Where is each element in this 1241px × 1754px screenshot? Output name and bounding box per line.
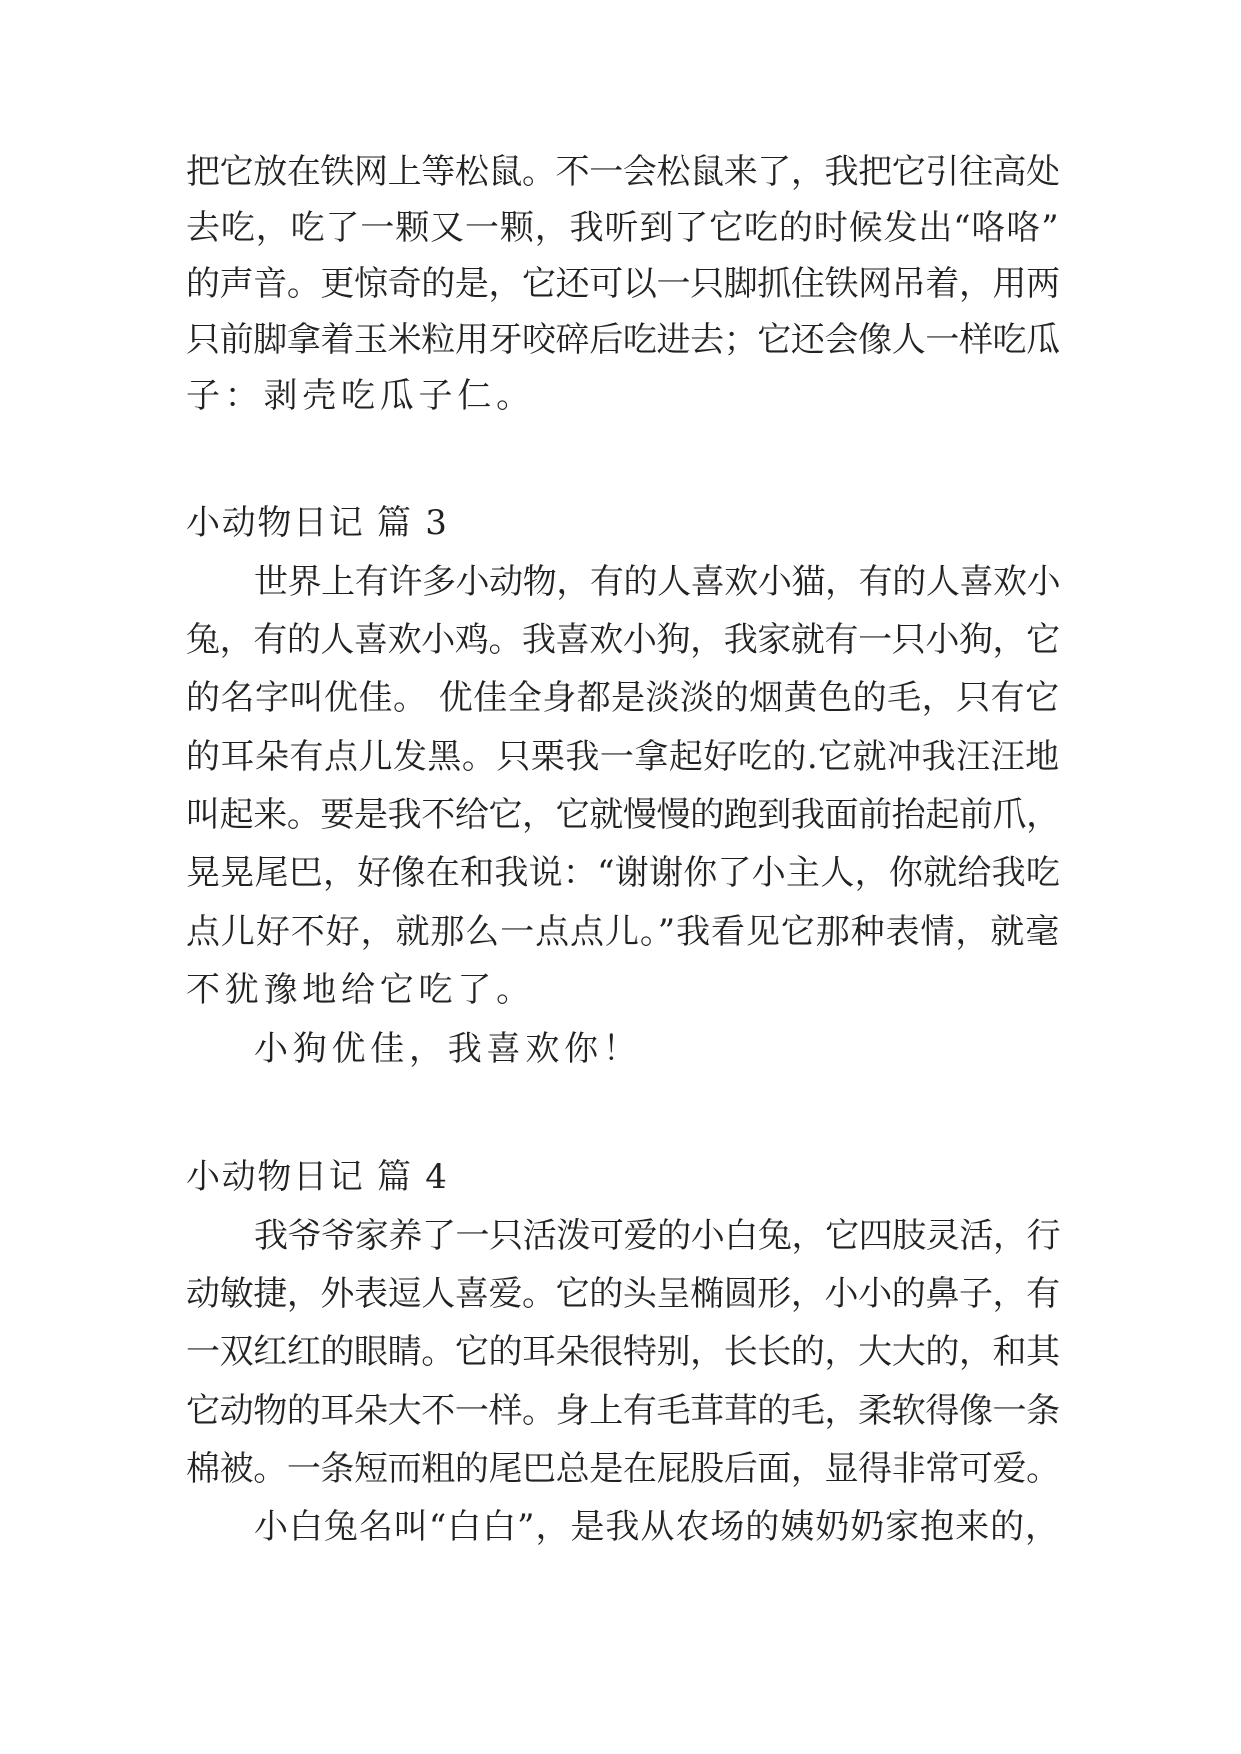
paragraph-line: 只前脚拿着玉米粒用牙咬碎后吃进去；它还会像人一样吃瓜 <box>186 320 1060 360</box>
paragraph-line: 的名字叫优佳。 优佳全身都是淡淡的烟黄色的毛，只有它 <box>186 678 1060 718</box>
paragraph-line: 世界上有许多小动物，有的人喜欢小猫，有的人喜欢小 <box>254 562 1061 602</box>
paragraph-line: 不犹豫地给它吃了。 <box>186 970 535 1010</box>
paragraph-line: 棉被。一条短而粗的尾巴总是在屁股后面，显得非常可爱。 <box>186 1449 1060 1489</box>
paragraph-line: 子：剥壳吃瓜子仁。 <box>186 376 535 416</box>
paragraph-line: 它动物的耳朵大不一样。身上有毛茸茸的毛，柔软得像一条 <box>186 1391 1060 1431</box>
paragraph-line: 小白兔名叫“白白”，是我从农场的姨奶奶家抱来的， <box>254 1507 1061 1547</box>
section-heading: 小动物日记 篇 4 <box>186 1157 449 1197</box>
paragraph-line: 的声音。更惊奇的是，它还可以一只脚抓住铁网吊着，用两 <box>186 264 1060 304</box>
paragraph-line: 小狗优佳，我喜欢你！ <box>254 1029 642 1069</box>
paragraph-line: 晃晃尾巴，好像在和我说：“谢谢你了小主人，你就给我吃 <box>186 853 1061 893</box>
paragraph-line: 去吃，吃了一颗又一颗，我听到了它吃的时候发出“咯咯” <box>186 208 1060 248</box>
paragraph-line: 动敏捷，外表逗人喜爱。它的头呈椭圆形，小小的鼻子，有 <box>186 1274 1060 1314</box>
paragraph-line: 把它放在铁网上等松鼠。不一会松鼠来了，我把它引往高处 <box>186 152 1060 192</box>
paragraph-line: 我爷爷家养了一只活泼可爱的小白兔，它四肢灵活，行 <box>254 1216 1061 1256</box>
paragraph-line: 兔，有的人喜欢小鸡。我喜欢小狗，我家就有一只小狗，它 <box>186 620 1060 660</box>
paragraph-line: 的耳朵有点儿发黑。只栗我一拿起好吃的.它就冲我汪汪地 <box>186 737 1060 777</box>
paragraph-line: 点儿好不好，就那么一点点儿。”我看见它那种表情，就毫 <box>186 912 1061 952</box>
paragraph-line: 一双红红的眼睛。它的耳朵很特别，长长的，大大的，和其 <box>186 1332 1060 1372</box>
section-heading: 小动物日记 篇 3 <box>186 503 449 543</box>
paragraph-line: 叫起来。要是我不给它，它就慢慢的跑到我面前抬起前爪， <box>186 795 1060 835</box>
